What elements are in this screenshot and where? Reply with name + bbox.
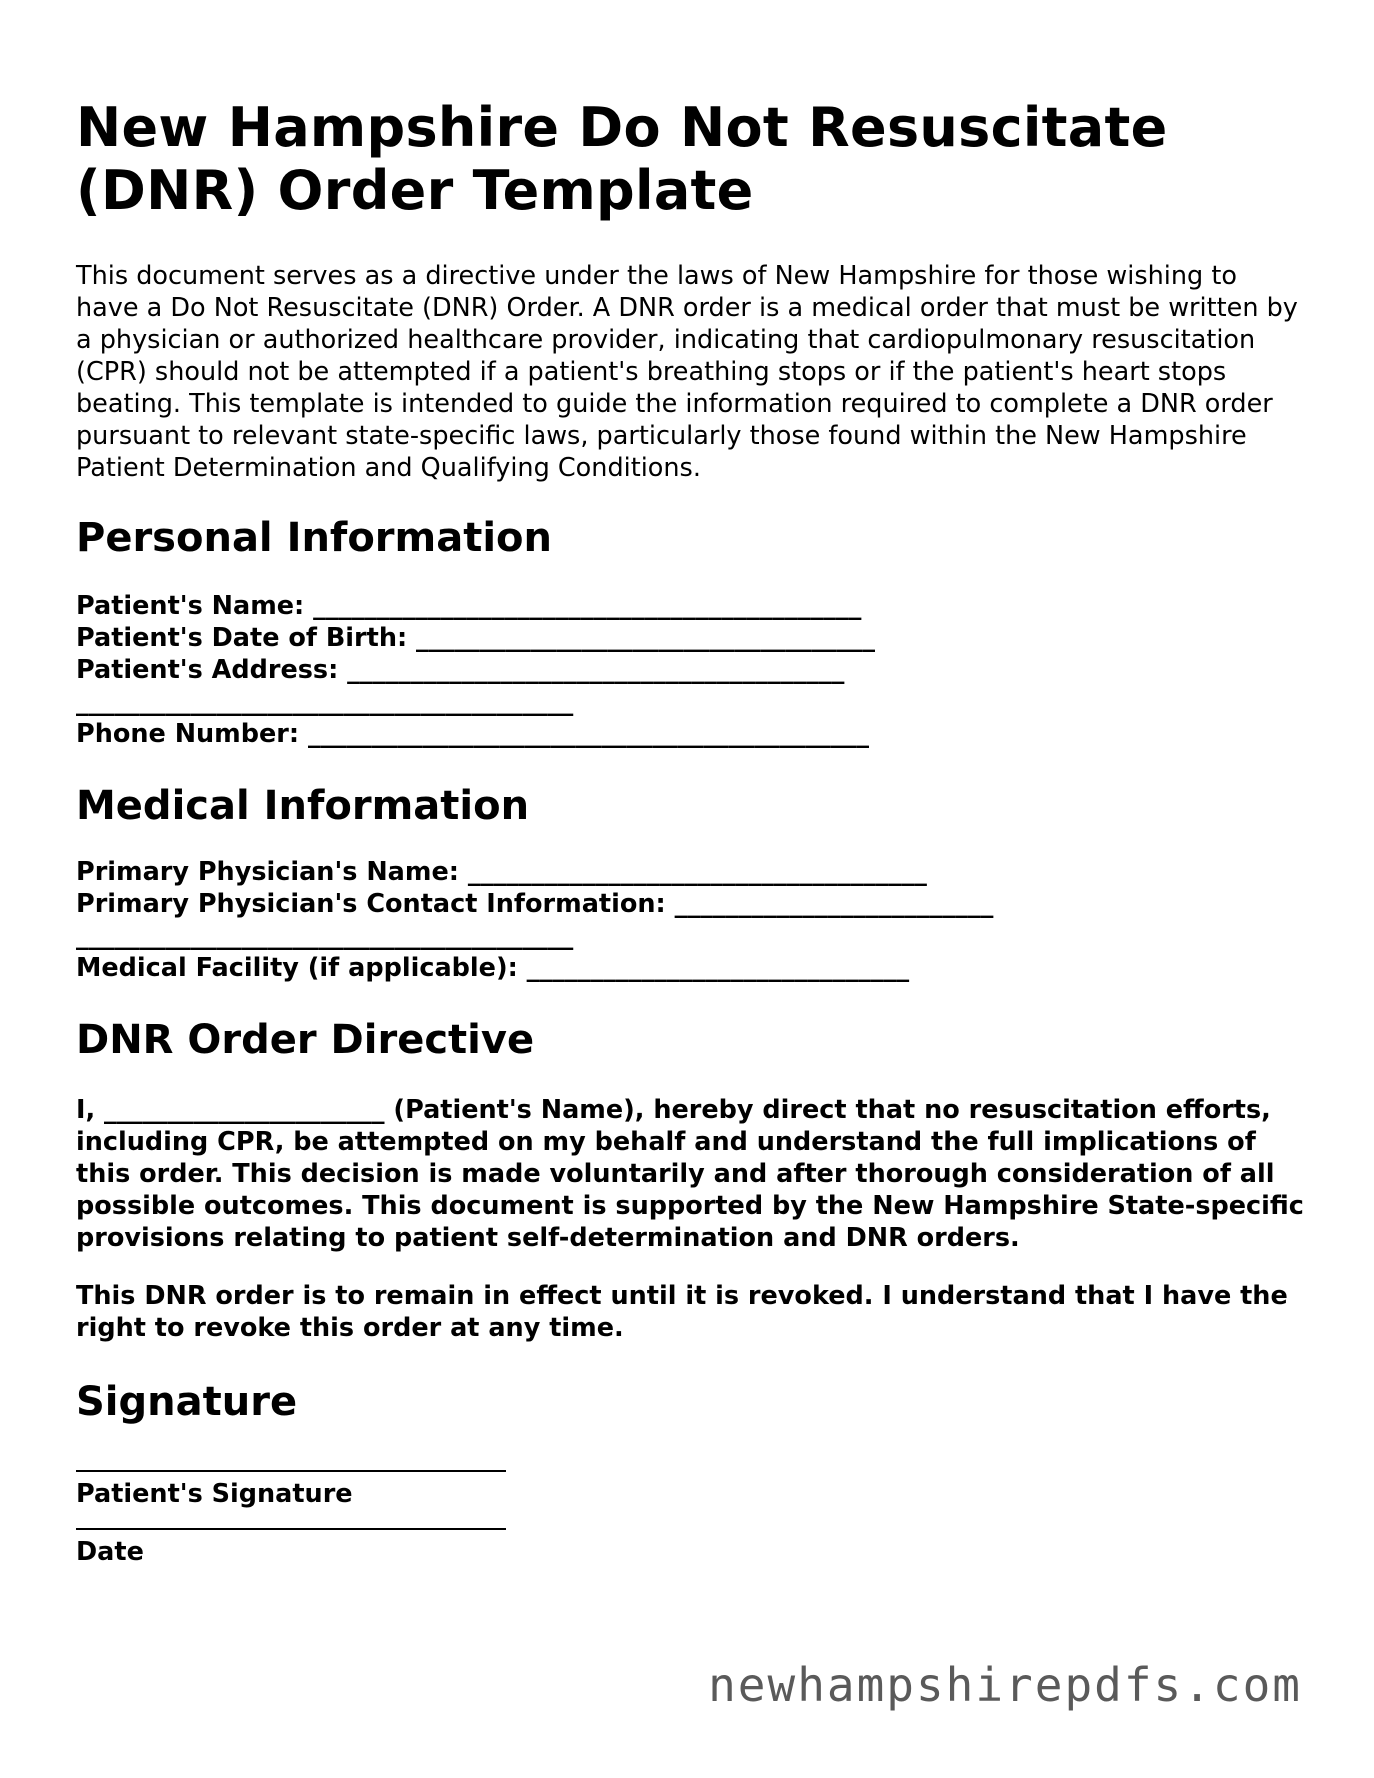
phone-number-field[interactable]: Phone Number: ____________________________________________ [76,719,869,749]
physician-contact-field[interactable]: Primary Physician's Contact Information: _________________________ [76,889,994,919]
medical-information-fields [76,856,1306,984]
date-label: Date [76,1537,144,1567]
signature-block [76,1470,1306,1568]
patient-signature-line[interactable] [76,1470,506,1472]
directive-paragraph: I, ______________________ (Patient's Name), hereby direct that no resuscitation efforts, including CPR, be attempted on my behalf and understand the full implications of this order. This decision is made voluntarily and after thorough consideration of all possible outcomes. This document is supported by the New Hampshire State-specific provisions relating to patient self-determination and DNR orders. [76,1095,1304,1253]
intro-paragraph: This document serves as a directive under the laws of New Hampshire for those wishing to have a Do Not Resuscitate (DNR) Order. A DNR order is a medical order that must be written by a physician or authorized healthcare provider, indicating that cardiopulmonary resuscitation (CPR) should not be attempted if a patient's breathing stops or if the patient's heart stops beating. This template is intended to guide the information required to complete a DNR order pursuant to relevant state-specific laws, particularly those found within the New Hampshire Patient Determination and Qualifying Conditions. [76,261,1298,483]
personal-information-fields [76,590,1306,750]
patient-dob-field[interactable]: Patient's Date of Birth: ____________________________________ [76,623,876,653]
patient-address-field[interactable]: Patient's Address: _______________________________________ [76,655,845,685]
patient-signature-label: Patient's Signature [76,1479,353,1509]
personal-information-heading: Personal Information [76,515,552,561]
date-line[interactable] [76,1528,506,1530]
physician-name-field[interactable]: Primary Physician's Name: ____________________________________ [76,857,927,887]
patient-name-field[interactable]: Patient's Name: ___________________________________________ [76,591,862,621]
medical-information-heading: Medical Information [76,783,530,829]
signature-heading: Signature [76,1379,298,1425]
dnr-directive-heading: DNR Order Directive [76,1017,535,1063]
document-page [76,96,1306,1568]
patient-address-line-2[interactable]: _______________________________________ [76,687,574,717]
revocation-paragraph: This DNR order is to remain in effect until it is revoked. I understand that I have the right to revoke this order at any time. [76,1281,1288,1343]
document-title: New Hampshire Do Not Resuscitate (DNR) Order Template [76,96,1168,222]
physician-contact-line-2[interactable]: _______________________________________ [76,921,574,951]
medical-facility-field[interactable]: Medical Facility (if applicable): ______________________________ [76,953,910,983]
site-watermark: newhampshirepdfs.com [708,1658,1302,1712]
